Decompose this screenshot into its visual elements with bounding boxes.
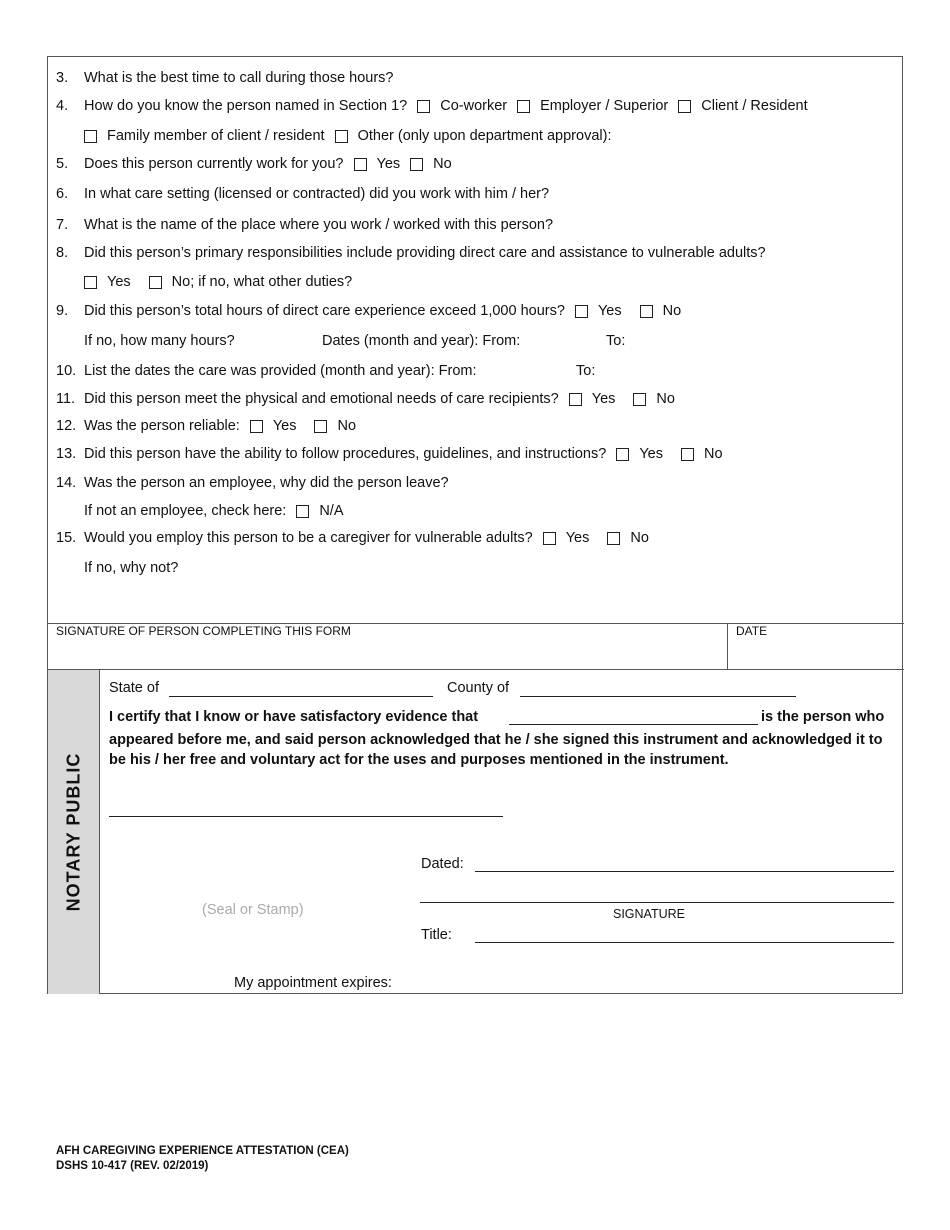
signature-label: SIGNATURE OF PERSON COMPLETING THIS FORM [56,624,351,638]
question-13: 13. Did this person have the ability to follow procedures, guidelines, and instructions? Yes No [56,446,723,462]
question-6-text: In what care setting (licensed or contracted) did you work with him / her? [84,186,550,202]
checkbox-q5-yes[interactable] [354,158,367,171]
question-10: 10. List the dates the care was provided (month and year): From: [56,363,477,379]
date-label: DATE [736,624,768,638]
certify-text: appeared before me, and said person acknowledged that he / she signed this instrument and acknowledged it to be his / her free and voluntary act for the uses and purposes mentioned in the instrument. [109,732,883,768]
checkbox-q14-na[interactable] [296,505,309,518]
checkbox-q13-yes[interactable] [616,448,629,461]
checkbox-q9-yes[interactable] [575,305,588,318]
question-4-text: How do you know the person named in Section 1? [84,98,408,114]
title-label: Title: [421,927,452,943]
question-4: 4. How do you know the person named in Section 1? Co-worker Employer / Superior Client / Resident [56,98,808,114]
question-12: 12. Was the person reliable: Yes No [56,418,357,434]
question-13-text: Did this person have the ability to follow procedures, guidelines, and instructions? [84,446,607,462]
question-5-text: Does this person currently work for you? [84,156,344,172]
q10-to-label: To: [576,363,596,379]
footer-form-title: AFH CAREGIVING EXPERIENCE ATTESTATION (CEA) [56,1145,349,1157]
checkbox-employer[interactable] [517,100,530,113]
footer-form-number: DSHS 10-417 (REV. 02/2019) [56,1160,209,1172]
dated-field[interactable] [475,871,894,872]
question-10-text: List the dates the care was provided (month and year): From: [84,363,477,379]
checkbox-q15-no[interactable] [607,532,620,545]
question-9-row2 [84,333,235,349]
checkbox-q12-yes[interactable] [250,420,263,433]
question-12-text: Was the person reliable: [84,418,240,434]
certify-mid: is the person who [761,709,885,725]
question-14-row2: If not an employee, check here: N/A [84,503,344,519]
question-9-text: Did this person’s total hours of direct care experience exceed 1,000 hours? [84,303,565,319]
question-4-row2: Family member of client / resident Other (only upon department approval): [84,128,611,144]
question-8: 8. Did this person’s primary responsibilities include providing direct care and assistance to vulnerable adults? [56,245,766,261]
question-14-text: Was the person an employee, why did the person leave? [84,475,449,491]
person-name-field[interactable] [509,724,758,725]
appointment-label: My appointment expires: [234,975,392,991]
checkbox-q8-yes[interactable] [84,276,97,289]
seal-placeholder: (Seal or Stamp) [202,902,304,918]
checkbox-q13-no[interactable] [681,448,694,461]
checkbox-q5-no[interactable] [410,158,423,171]
notary-sidebar [48,670,100,994]
notary-signature-field[interactable] [420,902,894,903]
state-field[interactable] [169,696,433,697]
notary-public-label: NOTARY PUBLIC [63,752,84,912]
question-15-row2: If no, why not? [84,560,179,576]
checkbox-coworker[interactable] [417,100,430,113]
checkbox-q12-no[interactable] [314,420,327,433]
question-8-text: Did this person’s primary responsibilities include providing direct care and assistance to vulnerable adults? [84,245,766,261]
county-field[interactable] [520,696,796,697]
q9-dates-label: Dates (month and year): From: [322,333,521,349]
checkbox-other[interactable] [335,130,348,143]
question-8-options: Yes No; if no, what other duties? [84,274,352,290]
checkbox-q9-no[interactable] [640,305,653,318]
checkbox-q8-no[interactable] [149,276,162,289]
q9-to-label: To: [606,333,626,349]
date-cell[interactable] [727,624,904,669]
question-9: 9. Did this person’s total hours of direct care experience exceed 1,000 hours? Yes No [56,303,682,319]
question-15-text: Would you employ this person to be a caregiver for vulnerable adults? [84,530,533,546]
signature-row [48,623,904,670]
checkbox-q15-yes[interactable] [543,532,556,545]
question-3-text: What is the best time to call during those hours? [84,70,394,86]
question-7-text: What is the name of the place where you work / worked with this person? [84,217,554,233]
checkbox-client[interactable] [678,100,691,113]
dated-label: Dated: [421,856,464,872]
form-box [47,56,903,994]
question-11-text: Did this person meet the physical and emotional needs of care recipients? [84,391,559,407]
title-field[interactable] [475,942,894,943]
q9-hours-label: If no, how many hours? [84,333,235,349]
checkbox-q11-yes[interactable] [569,393,582,406]
checkbox-family-member[interactable] [84,130,97,143]
question-7: 7. What is the name of the place where you work / worked with this person? [56,217,554,233]
question-6: 6. In what care setting (licensed or contracted) did you work with him / her? [56,186,550,202]
question-11: 11. Did this person meet the physical and emotional needs of care recipients? Yes No [56,391,675,407]
question-3: 3. What is the best time to call during those hours? [56,70,394,86]
checkbox-q11-no[interactable] [633,393,646,406]
question-5: 5. Does this person currently work for you? Yes No [56,156,452,172]
county-label: County of [447,680,510,696]
notary-signature-label: SIGNATURE [613,907,685,921]
question-14: 14. Was the person an employee, why did the person leave? [56,475,449,491]
certify-start: I certify that I know or have satisfactory evidence that [109,709,479,725]
state-label: State of [109,680,159,696]
notary-name-line[interactable] [109,816,503,817]
question-15: 15. Would you employ this person to be a caregiver for vulnerable adults? Yes No [56,530,649,546]
